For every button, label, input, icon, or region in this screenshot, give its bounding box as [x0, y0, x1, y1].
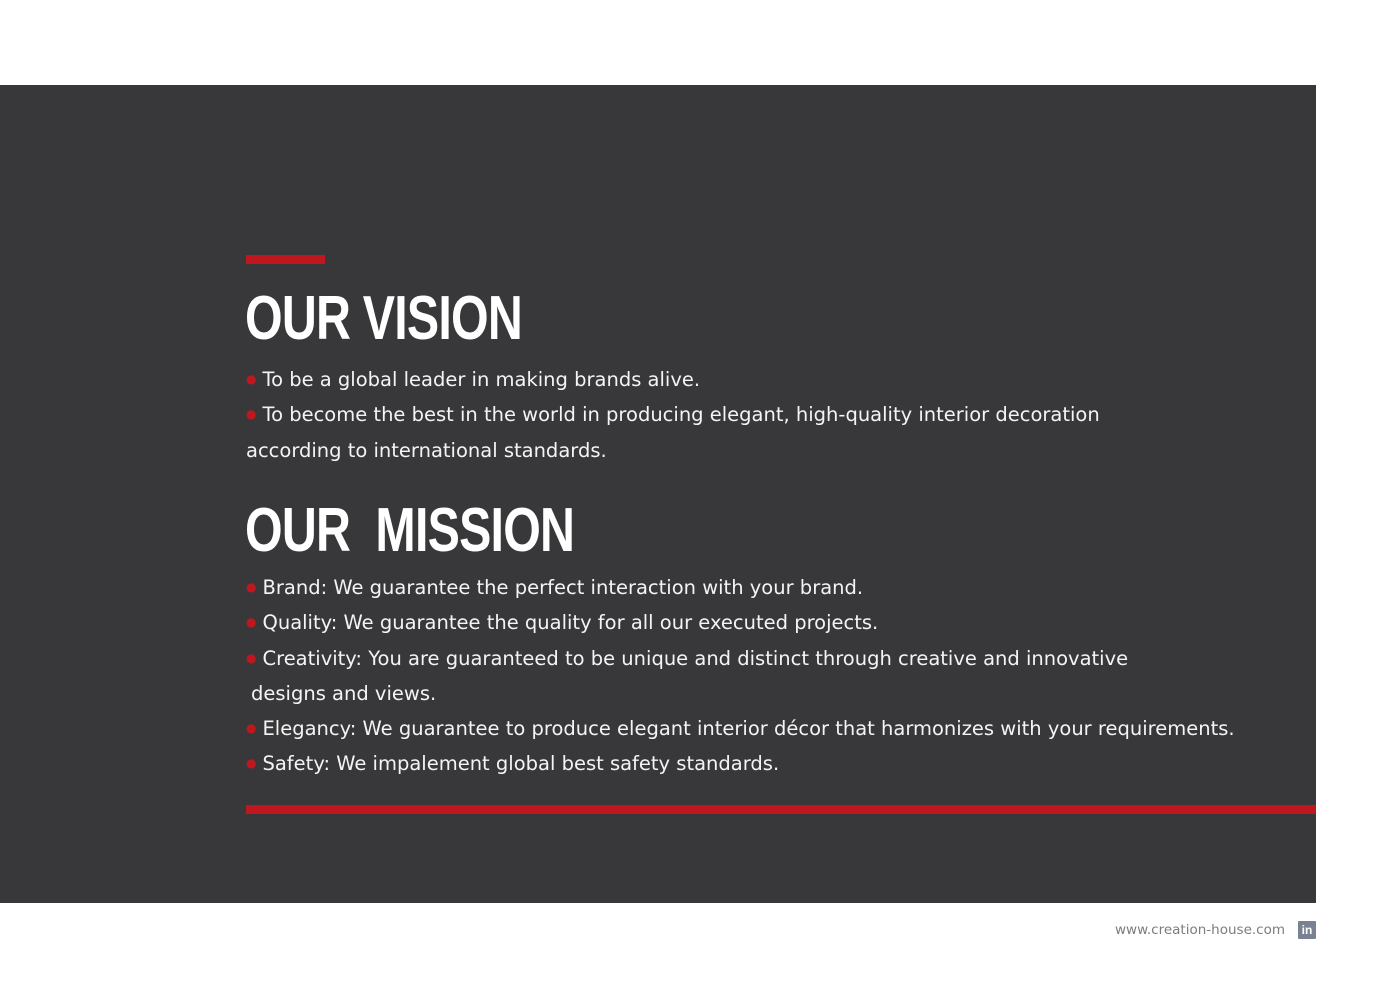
mission-heading: OUR MISSION	[245, 496, 575, 565]
website-link[interactable]: www.creation-house.com	[1115, 922, 1285, 938]
bullet-icon: ●	[246, 615, 257, 630]
mission-item-continuation: designs and views.	[251, 681, 437, 705]
vision-heading: OUR VISION	[245, 284, 523, 353]
bullet-icon: ●	[246, 721, 257, 736]
vision-list	[246, 362, 1206, 468]
footer	[1115, 921, 1316, 939]
mission-list	[246, 570, 1306, 782]
mission-item: ● Quality: We guarantee the quality for all our executed projects.	[246, 611, 879, 635]
mission-item: ● Creativity: You are guaranteed to be unique and distinct through creative and innovative	[246, 646, 1129, 670]
accent-bar-top	[246, 255, 325, 264]
accent-bar-bottom	[246, 805, 1316, 814]
bullet-icon: ●	[246, 756, 257, 771]
mission-item: ● Brand: We guarantee the perfect interaction with your brand.	[246, 576, 864, 599]
mission-item: ● Safety: We impalement global best safety standards.	[246, 752, 780, 776]
linkedin-icon[interactable]: in	[1298, 921, 1316, 939]
bullet-icon: ●	[246, 407, 257, 422]
vision-item: ● To become the best in the world in producing elegant, high-quality interior decoration	[246, 403, 1100, 427]
bullet-icon: ●	[246, 650, 257, 665]
vision-item-continuation: according to international standards.	[246, 438, 607, 462]
bullet-icon: ●	[246, 372, 257, 386]
mission-item: ● Elegancy: We guarantee to produce elegant interior décor that harmonizes with your requirements.	[246, 717, 1235, 741]
vision-item: ● To be a global leader in making brands alive.	[246, 368, 701, 391]
bullet-icon: ●	[246, 580, 257, 594]
